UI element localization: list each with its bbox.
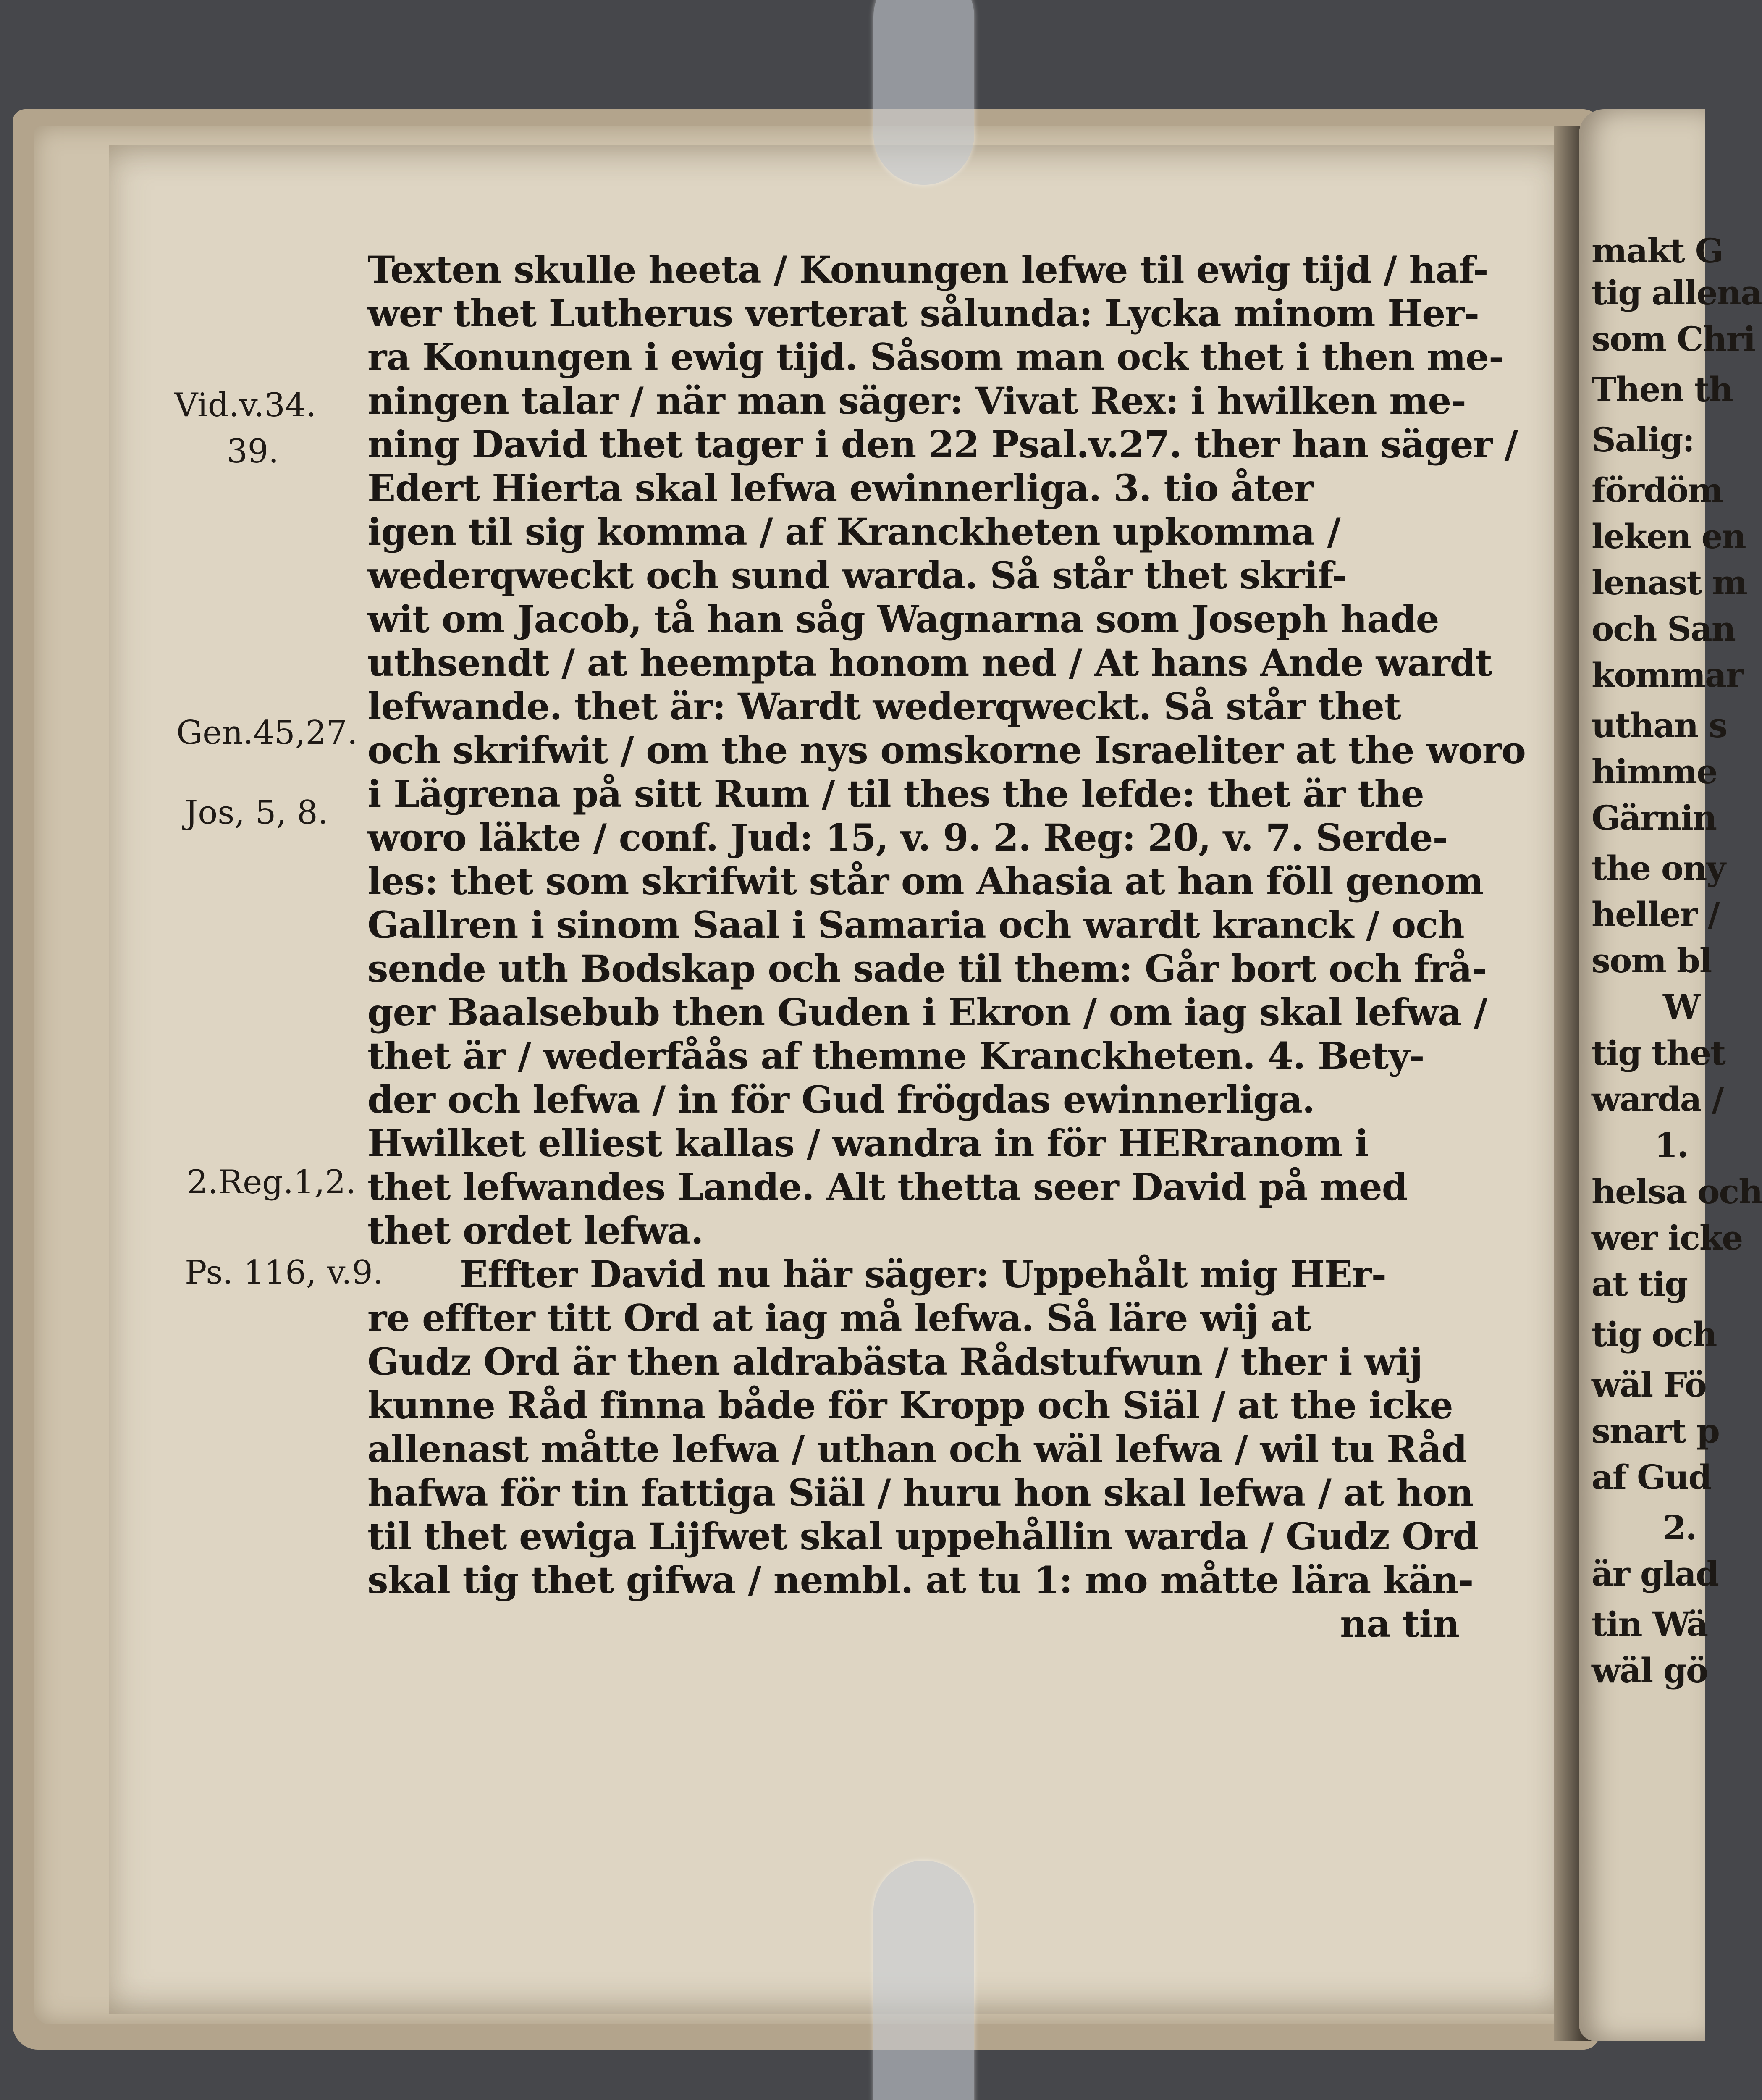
right-page-line: wäl gö	[1592, 1651, 1708, 1690]
margin-note-reg: 2.Reg.1,2.	[187, 1163, 356, 1201]
text-line: Hwilket elliest kallas / wandra in för HERranom i	[367, 1121, 1369, 1165]
right-page-line: är glad	[1592, 1554, 1718, 1593]
right-page-line: af Gud	[1592, 1457, 1711, 1497]
margin-note-jos: Jos, 5, 8.	[185, 794, 328, 832]
text-line: allenast måtte lefwa / uthan och wäl lefwa / wil tu Råd	[367, 1427, 1467, 1471]
right-page-line: Then th	[1592, 370, 1733, 409]
text-line: sende uth Bodskap och sade til them: Går bort och frå-	[367, 947, 1487, 990]
text-line: thet lefwandes Lande. Alt thetta seer David på med	[367, 1165, 1408, 1209]
text-line: Gallren i sinom Saal i Samaria och wardt kranck / och	[367, 903, 1464, 947]
text-line: i Lägrena på sitt Rum / til thes the lefde: thet är the	[367, 772, 1424, 816]
text-line: uthsendt / at heempta honom ned / At hans Ande wardt	[367, 641, 1492, 685]
text-line: Gudz Ord är then aldrabästa Rådstufwun / ther i wij	[367, 1340, 1423, 1383]
text-line: re effter titt Ord at iag må lefwa. Så läre wij at	[367, 1296, 1311, 1340]
text-line: wederqweckt och sund warda. Så står thet skrif-	[367, 554, 1347, 597]
text-line: wit om Jacob, tå han såg Wagnarna som Joseph hade	[367, 597, 1439, 641]
right-page-line: leken en	[1592, 517, 1746, 556]
text-line: Edert Hierta skal lefwa ewinnerliga. 3. tio åter	[367, 466, 1313, 510]
text-line: ger Baalsebub then Guden i Ekron / om iag skal lefwa /	[367, 990, 1487, 1034]
text-line: och skrifwit / om the nys omskorne Israeliter at the woro	[367, 728, 1526, 772]
text-line: ning David thet tager i den 22 Psal.v.27. ther han säger /	[367, 423, 1518, 466]
right-page-line: tig allena	[1592, 273, 1762, 312]
right-page-line: warda /	[1592, 1079, 1723, 1119]
text-line: Texten skulle heeta / Konungen lefwe til ewig tijd / haf-	[367, 248, 1488, 291]
right-page-line: 2.	[1663, 1508, 1696, 1547]
right-page-line: 1.	[1654, 1126, 1688, 1165]
right-page-line: wäl Fö	[1592, 1365, 1706, 1404]
right-page-line: Gärnin	[1592, 798, 1717, 837]
text-line: les: thet som skrifwit står om Ahasia at han föll genom	[367, 859, 1484, 903]
text-line: woro läkte / conf. Jud: 15, v. 9. 2. Reg: 20, v. 7. Serde-	[367, 816, 1447, 859]
right-page-line: och San	[1592, 609, 1735, 648]
right-page-line: tin Wä	[1592, 1604, 1708, 1644]
right-page-line: tig och	[1592, 1315, 1717, 1354]
right-page-line: Salig:	[1592, 420, 1694, 459]
text-line: lefwande. thet är: Wardt wederqweckt. Så står thet	[367, 685, 1401, 728]
right-page-line: helsa och	[1592, 1172, 1762, 1211]
right-page-line: the ony	[1592, 848, 1725, 888]
top-clip	[873, 0, 974, 185]
right-page-line: lenast m	[1592, 563, 1747, 602]
right-page-line: himme	[1592, 752, 1717, 791]
text-line: igen til sig komma / af Kranckheten upkomma /	[367, 510, 1340, 554]
text-line: thet ordet lefwa.	[367, 1209, 703, 1252]
right-page-line: at tig	[1592, 1264, 1687, 1304]
text-line: ningen talar / när man säger: Vivat Rex: i hwilken me-	[367, 379, 1466, 423]
right-page-line: uthan s	[1592, 706, 1727, 745]
right-page-line: som Chri	[1592, 319, 1755, 359]
text-line: der och lefwa / in för Gud frögdas ewinnerliga.	[367, 1078, 1315, 1121]
right-page-line: tig thet	[1592, 1033, 1725, 1073]
text-line: ra Konungen i ewig tijd. Såsom man ock thet i then me-	[367, 335, 1504, 379]
right-page-line: fördöm	[1592, 470, 1723, 510]
margin-note-psal: Ps. 116, v.9.	[185, 1254, 383, 1292]
page-text	[367, 248, 1526, 1646]
text-line: thet är / wederfåås af themne Kranckheten. 4. Bety-	[367, 1034, 1424, 1078]
text-line: Effter David nu här säger: Uppehålt mig HEr-	[460, 1252, 1386, 1296]
margin-note-vid: Vid.v.34.	[174, 386, 317, 424]
right-page-line: som bl	[1592, 941, 1712, 980]
text-line: wer thet Lutherus verterat sålunda: Lycka minom Her-	[367, 291, 1479, 335]
text-line: til thet ewiga Lijfwet skal uppehållin warda / Gudz Ord	[367, 1515, 1478, 1558]
right-page-line: wer icke	[1592, 1218, 1743, 1257]
text-line: kunne Råd finna både för Kropp och Siäl / at the icke	[367, 1383, 1453, 1427]
right-page-line: makt G	[1592, 231, 1723, 270]
right-page-line: W	[1663, 987, 1700, 1026]
text-line: skal tig thet gifwa / nembl. at tu 1: mo måtte lära kän-	[367, 1558, 1474, 1602]
margin-note-gen: Gen.45,27.	[176, 714, 358, 752]
text-line: hafwa för tin fattiga Siäl / huru hon skal lefwa / at hon	[367, 1471, 1474, 1515]
bottom-clip	[873, 1861, 974, 2100]
right-page-line: snart p	[1592, 1411, 1719, 1451]
catchword: na tin	[1340, 1602, 1459, 1646]
margin-note-vid-cont: 39.	[227, 433, 279, 470]
right-page-line: kommar	[1592, 655, 1743, 695]
right-page-line: heller /	[1592, 895, 1719, 934]
